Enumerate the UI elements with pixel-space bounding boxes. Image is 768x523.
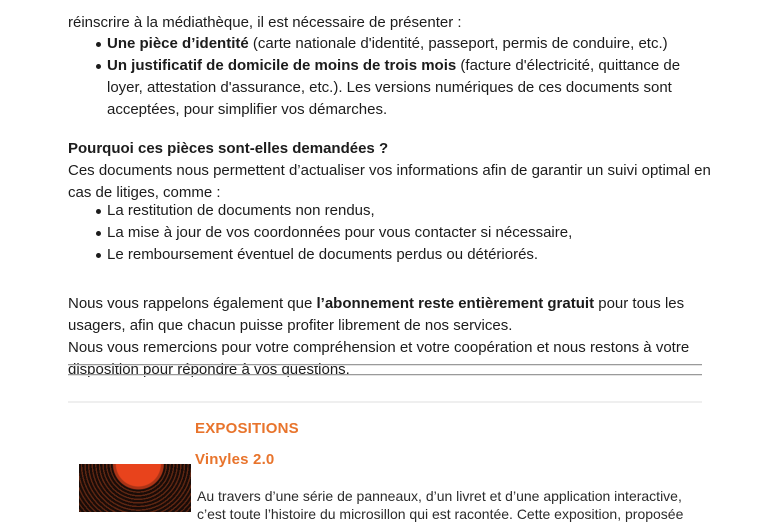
vinyles-item-heading: Vinyles 2.0 bbox=[195, 451, 275, 468]
reminder-paragraph bbox=[68, 293, 712, 337]
doc-name-bold: Une pièce d’identité bbox=[107, 35, 249, 52]
doc-detail: (carte nationale d'identité, passeport, permis de conduire, etc.) bbox=[248, 35, 668, 52]
intro-paragraph: réinscrire à la médiathèque, il est nécessaire de présenter : bbox=[68, 14, 462, 31]
doc-name-bold: Un justificatif de domicile de moins de trois mois bbox=[107, 57, 457, 74]
why-intro-paragraph: Ces documents nous permettent d’actualiser vos informations afin de garantir un suivi optimal en cas de litiges, comme : bbox=[68, 162, 711, 201]
list-item: Le remboursement éventuel de documents perdus ou détériorés. bbox=[68, 244, 708, 266]
required-documents-list bbox=[68, 33, 708, 121]
doc-detail: (facture d'électricité, quittance de loyer, attestation d'assurance, etc.). Les versions numériques de ces documents sont acceptées, pour simplifier vos démarches. bbox=[107, 57, 681, 118]
list-item bbox=[68, 55, 708, 121]
divider-line-bottom bbox=[68, 374, 702, 376]
vinyl-record-image bbox=[79, 464, 191, 512]
list-item bbox=[68, 33, 708, 55]
exposition-paragraph: Au travers d’une série de panneaux, d’un livret et d’une application interactive, c’est toute l’histoire du microsillon qui est racontée. Cette exposition, proposée bbox=[197, 488, 684, 522]
reasons-list bbox=[68, 200, 708, 266]
expositions-section-heading: EXPOSITIONS bbox=[195, 420, 299, 437]
list-item: La mise à jour de vos coordonnées pour vous contacter si nécessaire, bbox=[68, 222, 708, 244]
thanks-paragraph: Nous vous remercions pour votre compréhension et votre coopération et nous restons à votre disposition pour répondre à vos questions. bbox=[68, 339, 690, 378]
section-divider-line bbox=[68, 401, 702, 403]
reminder-pre: Nous vous rappelons également que bbox=[68, 295, 317, 312]
reminder-post: pour tous les usagers, afin que chacun puisse profiter librement de nos services. bbox=[68, 295, 685, 334]
why-heading: Pourquoi ces pièces sont-elles demandées ? bbox=[68, 140, 389, 157]
list-item: La restitution de documents non rendus, bbox=[68, 200, 708, 222]
divider-line-top bbox=[68, 364, 702, 366]
reminder-bold: l’abonnement reste entièrement gratuit bbox=[316, 295, 595, 312]
